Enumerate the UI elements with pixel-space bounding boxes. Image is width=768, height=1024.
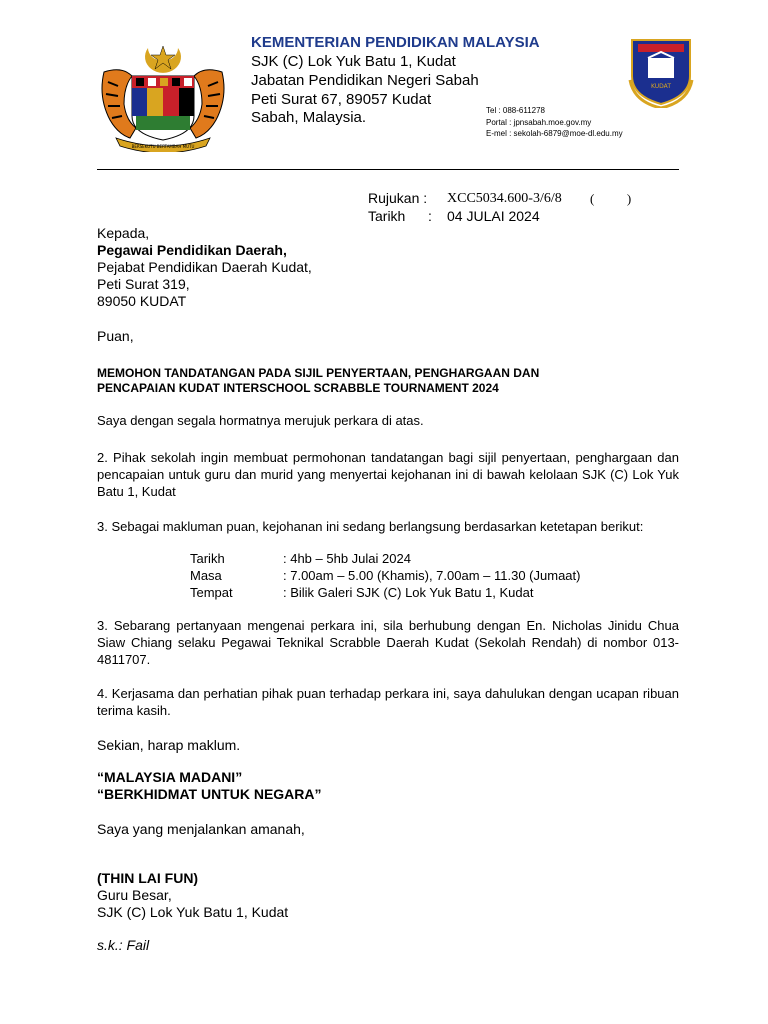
- date-value: 04 JULAI 2024: [447, 208, 540, 224]
- school-logo: [628, 36, 694, 108]
- slogan-malaysia-madani: “MALAYSIA MADANI”: [97, 769, 243, 785]
- sign-off: Saya yang menjalankan amanah,: [97, 821, 305, 837]
- svg-text:KUDAT: KUDAT: [651, 83, 671, 90]
- closing-remark: Sekian, harap maklum.: [97, 737, 241, 753]
- paragraph-2: 2. Pihak sekolah ingin membuat permohonan tandatangan bagi sijil penyertaan, penghargaan dan pencapaian untuk guru dan murid yang menyertai kejohanan ini di bawah kelolaan SJK (C) Lok Yuk Batu 1, Kudat: [97, 450, 679, 499]
- recipient-postcode: 89050 KUDAT: [97, 293, 187, 309]
- school-name: SJK (C) Lok Yuk Batu 1, Kudat: [251, 53, 456, 70]
- signatory-position: Guru Besar,: [97, 887, 172, 903]
- slogan-berkhidmat: “BERKHIDMAT UNTUK NEGARA”: [97, 786, 322, 802]
- paragraph-4: 3. Sebarang pertanyaan mengenai perkara ini, sila berhubung dengan En. Nicholas Jinidu Chua Siaw Chiang selaku Pegawai Teknikal Scrabble Daerah Kudat (Sekolah Rendah) di nombor 013-4811707.: [97, 618, 679, 667]
- email-address: E-mel : sekolah-6879@moe-dl.edu.my: [486, 129, 623, 138]
- recipient-po-box: Peti Surat 319,: [97, 276, 190, 292]
- department-name: Jabatan Pendidikan Negeri Sabah: [251, 72, 479, 89]
- date-label: Tarikh: [368, 208, 406, 224]
- recipient-greeting: Kepada,: [97, 225, 150, 241]
- portal-url: Portal : jpnsabah.moe.gov.my: [486, 118, 592, 127]
- telephone: Tel : 088-611278: [486, 106, 546, 115]
- school-state: Sabah, Malaysia.: [251, 109, 367, 126]
- carbon-copy: s.k.: Fail: [97, 937, 150, 953]
- signatory-school: SJK (C) Lok Yuk Batu 1, Kudat: [97, 904, 289, 920]
- subject-line-2: PENCAPAIAN KUDAT INTERSCHOOL SCRABBLE TOURNAMENT 2024: [97, 381, 499, 395]
- detail-label-venue: Tempat: [190, 585, 233, 600]
- salutation: Puan,: [97, 328, 134, 344]
- detail-value-time: : 7.00am – 5.00 (Khamis), 7.00am – 11.30 (Jumaat): [283, 568, 581, 583]
- paragraph-1: Saya dengan segala hormatnya merujuk perkara di atas.: [97, 413, 424, 428]
- paragraph-3: 3. Sebagai makluman puan, kejohanan ini sedang berlangsung berdasarkan ketetapan berikut:: [97, 519, 644, 534]
- reference-label: Rujukan :: [368, 190, 428, 206]
- subject-line-1: MEMOHON TANDATANGAN PADA SIJIL PENYERTAAN, PENGHARGAAN DAN: [97, 366, 540, 380]
- reference-number: XCC5034.600-3/6/8: [447, 191, 562, 206]
- signatory-name: (THIN LAI FUN): [97, 870, 199, 886]
- recipient-office: Pejabat Pendidikan Daerah Kudat,: [97, 259, 312, 275]
- detail-value-venue: : Bilik Galeri SJK (C) Lok Yuk Batu 1, Kudat: [283, 585, 534, 600]
- detail-label-time: Masa: [190, 568, 222, 583]
- school-po-box: Peti Surat 67, 89057 Kudat: [251, 91, 432, 108]
- coat-of-arms-logo: [96, 42, 230, 152]
- detail-value-date: : 4hb – 5hb Julai 2024: [283, 551, 411, 566]
- recipient-name: Pegawai Pendidikan Daerah,: [97, 242, 287, 258]
- detail-label-date: Tarikh: [190, 551, 225, 566]
- date-colon: :: [428, 208, 432, 224]
- letterhead-divider: [97, 169, 679, 170]
- svg-text:BERSEKUTU BERTAMBAH MUTU: BERSEKUTU BERTAMBAH MUTU: [131, 144, 195, 149]
- ministry-name: KEMENTERIAN PENDIDIKAN MALAYSIA: [251, 34, 540, 51]
- reference-bracket: ( ): [590, 191, 632, 206]
- paragraph-5: 4. Kerjasama dan perhatian pihak puan terhadap perkara ini, saya dahulukan dengan ucapan ribuan terima kasih.: [97, 686, 679, 718]
